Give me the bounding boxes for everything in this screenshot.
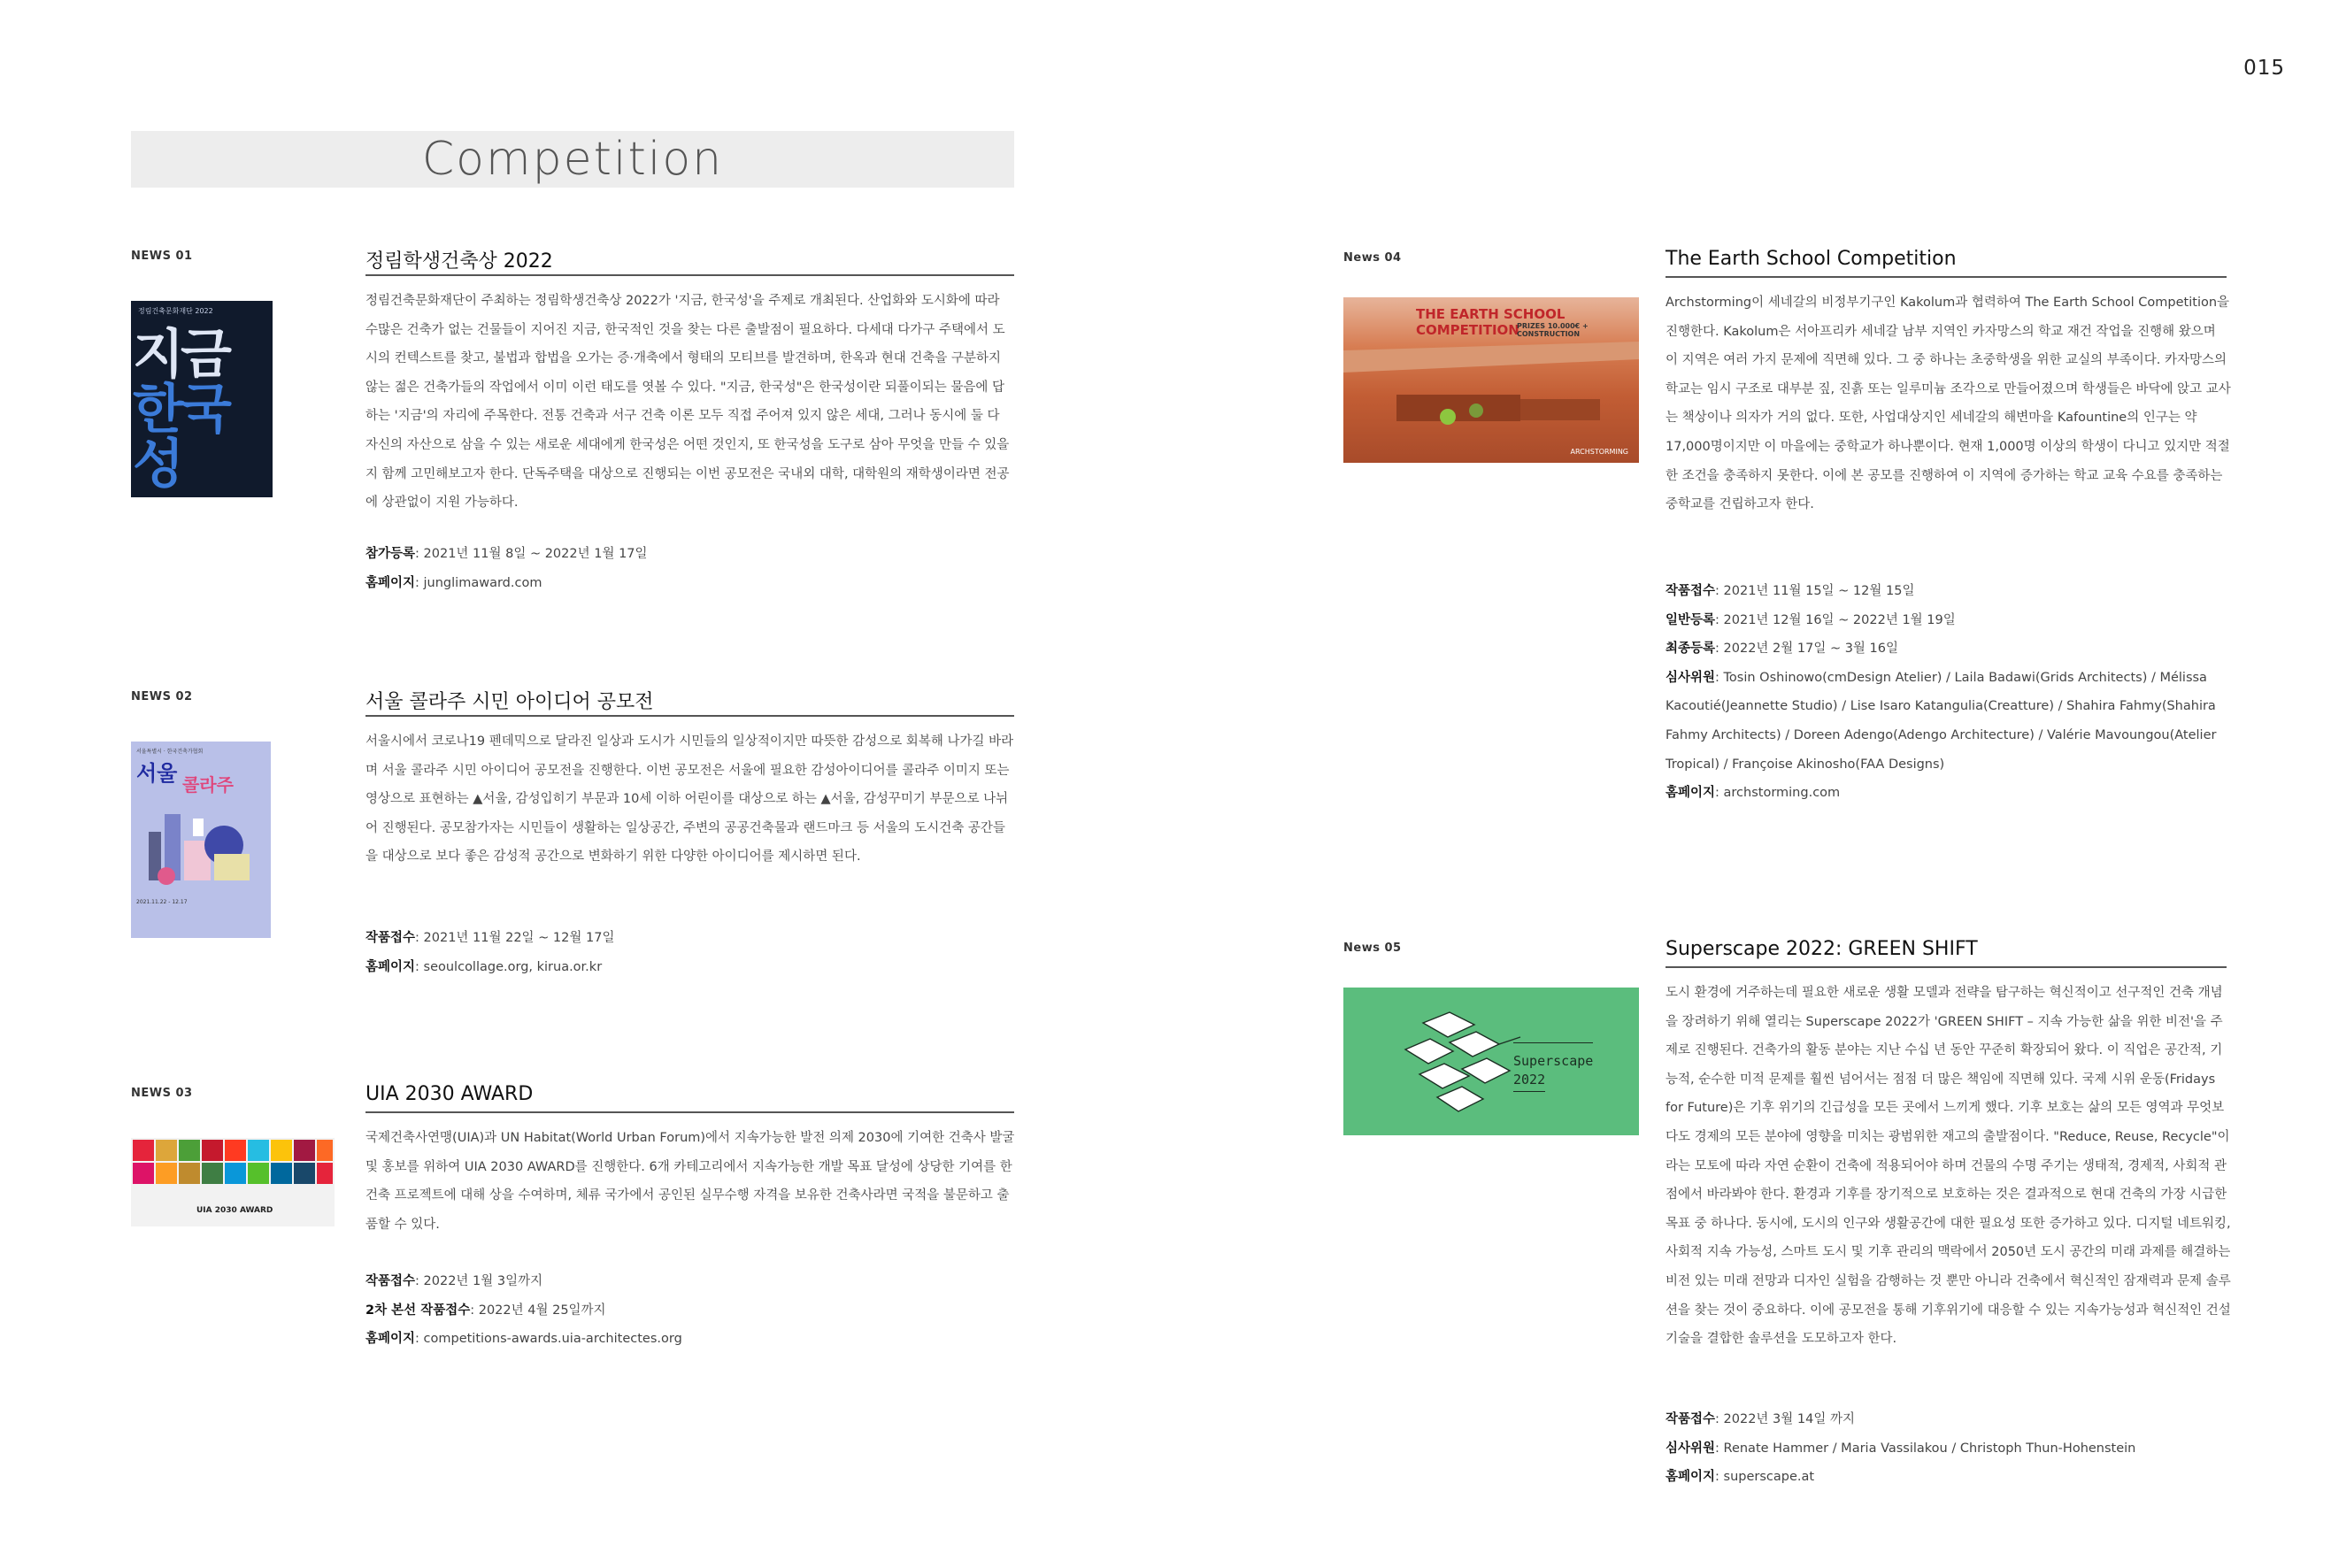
news-item-01 <box>131 250 1016 603</box>
competition-poster-image <box>131 742 271 938</box>
meta-row <box>365 569 648 598</box>
title-rule <box>365 715 1014 717</box>
meta-row <box>365 924 614 953</box>
meta-key: 최종등록 <box>1666 642 1716 657</box>
news-label: News 04 <box>1343 251 1402 265</box>
meta-key: 작품접수 <box>365 1274 416 1288</box>
news-label: News 05 <box>1343 942 1402 955</box>
image-headline: THE EARTH SCHOOL COMPETITION <box>1416 306 1566 338</box>
poster-glyph: 한국 <box>133 379 228 441</box>
meta-key: 홈페이지 <box>1666 1470 1716 1485</box>
news-item-04 <box>1343 248 2231 818</box>
news-body: Archstorming이 세네갈의 비정부기구인 Kakolum과 협력하여 The Earth School Competition을 진행한다. Kakolum은 서아프리카 세네갈 남부 지역인 카자망스의 학교 재건 작업을 진행해 왔으며 이 지역은 여러 가지 문제에 직면해 있다. 그 중 하나는 초중학생을 위한 교실의 부족이다. 카자망스의 학교는 임시 구조로 대부분 짚, 진흙 또는 일루미늄 조각으로 만들어졌으며 학생들은 바닥에 앉고 교사는 책상이나 의자가 거의 없다. 또한, 사업대상지인 세네갈의 해변마을 Kafountine의 인구는 약 17,000명이지만 이 마을에는 중학교가 하나뿐이다. 현재 1,000명 이상의 학생이 다니고 있지만 적절한 조건을 충족하지 못한다. 이에 본 공모를 진행하여 이 지역에 증가하는 학교 교육 수요를 충족하는 중학교를 건립하고자 한다. <box>1666 296 2231 512</box>
meta-key: 작품접수 <box>1666 1412 1716 1426</box>
meta-key: 작품접수 <box>1666 584 1716 598</box>
meta-key: 참가등록 <box>365 547 416 561</box>
meta-value: : 2021년 11월 22일 ~ 12월 17일 <box>415 931 615 945</box>
meta-key: 홈페이지 <box>365 1332 416 1347</box>
news-label: NEWS 01 <box>131 250 193 263</box>
image-credit: ARCHSTORMING <box>1570 448 1628 456</box>
news-title: 서울 콜라주 시민 아이디어 공모전 <box>365 691 654 713</box>
poster-title: 콜라주 <box>182 774 234 796</box>
meta-row <box>1666 664 2232 779</box>
meta-value: : 2021년 11월 15일 ~ 12월 15일 <box>1715 584 1915 598</box>
meta-value: : 2021년 12월 16일 ~ 2022년 1월 19일 <box>1715 612 1956 627</box>
news-meta <box>365 1267 682 1354</box>
uia-image-caption: UIA 2030 AWARD <box>196 1206 273 1215</box>
image-label: Superscape <box>1513 1042 1593 1073</box>
poster-header: 정림건축문화재단 2022 <box>138 307 213 315</box>
meta-value: : 2022년 4월 25일까지 <box>470 1303 606 1318</box>
meta-row <box>365 953 614 982</box>
news-body: 국제건축사연맹(UIA)과 UN Habitat(World Urban Forum)에서 지속가능한 발전 의제 2030에 기여한 건축사 발굴 및 홍보를 위하여 UIA 2030 AWARD를 진행한다. 6개 카테고리에서 지속가능한 개발 목표 달성에 상당한 기여를 한 건축 프로젝트에 대해 상을 수여하며, 체류 국가에서 공인된 실무수행 자격을 보유한 건축사라면 국적을 불문하고 출품할 수 있다. <box>365 1131 1015 1232</box>
meta-value: : Renate Hammer / Maria Vassilakou / Christoph Thun-Hohenstein <box>1715 1441 2136 1456</box>
meta-value: : 2022년 2월 17일 ~ 3월 16일 <box>1715 642 1899 657</box>
meta-key: 일반등록 <box>1666 612 1716 627</box>
meta-row <box>365 1325 682 1354</box>
meta-value: : seoulcollage.org, kirua.or.kr <box>415 959 603 974</box>
page-number: 015 <box>2243 57 2285 80</box>
news-meta <box>365 924 614 981</box>
meta-key: 작품접수 <box>365 931 416 945</box>
earth-school-image <box>1343 297 1639 463</box>
meta-value: : Tosin Oshinowo(cmDesign Atelier) / Laila Badawi(Grids Architects) / Mélissa Kacoutié(Jeannette Studio) / Lise Isaro Katangulia(Creatture) / Shahira Fahmy(Shahira Fahmy Architects) / Doreen Adengo(Adengo Architecture) / Valérie Mavoungou(Atelier Tropical) / Françoise Akinosho(FAA Designs) <box>1666 670 2217 772</box>
poster-glyph: 성 <box>133 434 181 496</box>
poster-footer: 2021.11.22 - 12.17 <box>136 899 188 905</box>
image-year: 2022 <box>1513 1072 1545 1092</box>
superscape-image <box>1343 988 1639 1135</box>
news-item-05 <box>1343 938 2231 1561</box>
meta-row <box>365 1267 682 1296</box>
sdg-icon-grid <box>131 1138 335 1200</box>
news-body: 도시 환경에 거주하는데 필요한 새로운 생활 모델과 전략을 탐구하는 혁신적이고 선구적인 건축 개념을 장려하기 위해 열리는 Superscape 2022가 'GREEN SHIFT – 지속 가능한 삶을 위한 비전'을 주제로 진행된다. 건축가의 활동 분야는 지난 수십 년 동안 꾸준히 확장되어 왔다. 이 직업은 공간적, 기능적, 순수한 미적 문제를 훨씬 넘어서는 점점 더 많은 책임에 직면해 있다. 국제 시위 운동(Fridays for Future)은 기후 위기의 긴급성을 모든 곳에서 느끼게 했다. 기후 보호는 삶의 모든 영역과 무엇보다도 경제의 모든 분야에 영향을 미치는 광범위한 재고의 출발점이다. "Reduce, Reuse, Recycle"이라는 모토에 따라 자연 순환이 건축에 적용되어야 하며 건물의 수명 주기는 생태적, 경제적, 사회적 관점에서 바라봐야 한다. 환경과 기후를 장기적으로 보호하는 것은 결과적으로 현대 건축의 가장 시급한 목표 중 하나다. 동시에, 도시의 인구와 생활공간에 대한 필요성 또한 증가하고 있다. 디지털 네트워킹, 사회적 지속 가능성, 스마트 도시 및 기후 관리의 맥락에서 2050년 도시 공간의 미래 과제를 해결하는 비전 있는 미래 전망과 디자인 실험을 감행하는 것 뿐만 아니라 건축에서 혁신적인 잠재력과 문제 솔루션을 찾는 것이 중요하다. 이에 공모전을 통해 기후위기에 대응할 수 있는 지속가능성과 혁신적인 건설 기술을 결합한 솔루션을 도모하고자 한다. <box>1666 986 2231 1347</box>
meta-row <box>1666 1434 2232 1464</box>
meta-row <box>1666 634 2232 664</box>
poster-lettering <box>133 324 228 496</box>
title-rule <box>1666 276 2227 278</box>
meta-row <box>1666 1463 2232 1492</box>
meta-row <box>1666 606 2232 635</box>
news-label: NEWS 02 <box>131 690 193 703</box>
news-label: NEWS 03 <box>131 1087 193 1100</box>
meta-row <box>1666 1405 2232 1434</box>
news-item-02 <box>131 690 1016 1018</box>
title-rule <box>365 274 1014 276</box>
meta-value: : superscape.at <box>1715 1470 1815 1485</box>
news-item-03 <box>131 1083 1016 1379</box>
meta-key: 2차 본선 작품접수 <box>365 1303 471 1318</box>
news-meta <box>1666 577 2232 808</box>
meta-key: 심사위원 <box>1666 670 1716 685</box>
meta-row <box>1666 577 2232 606</box>
news-title: The Earth School Competition <box>1666 248 1957 270</box>
news-body: 정림건축문화재단이 주최하는 정림학생건축상 2022가 '지금, 한국성'을 주제로 개최된다. 산업화와 도시화에 따라 수많은 건축가 없는 건물들이 지어진 지금, 한국적인 것을 찾는 다른 출발점이 필요하다. 다세대 다가구 주택에서 도시의 컨텍스트를 찾고, 불법과 합법을 오가는 증·개축에서 형태의 모티브를 발견하며, 한옥과 현대 건축을 구분하지 않는 젊은 건축가들의 작업에서 이미 이런 태도를 엿볼 수 있다. "지금, 한국성"은 한국성이란 되풀이되는 물음에 답하는 '지금'의 자리에 주목한다. 전통 건축과 서구 건축 이론 모두 직접 주어져 있지 않은 세대, 그러나 동시에 둘 다 자신의 자산으로 삼을 수 있는 새로운 세대에게 한국성은 어떤 것인지, 또 한국성을 도구로 삼아 무엇을 만들 수 있을지 함께 고민해보고자 한다. 단독주택을 대상으로 진행되는 이번 공모전은 국내외 대학, 대학원의 재학생이라면 전공에 상관없이 지원 가능하다. <box>365 294 1010 511</box>
competition-poster-image <box>131 301 273 497</box>
news-title: Superscape 2022: GREEN SHIFT <box>1666 938 1978 960</box>
meta-value: : junglimaward.com <box>415 575 542 590</box>
collage-illustration <box>140 805 260 889</box>
meta-key: 홈페이지 <box>1666 786 1716 801</box>
news-meta <box>365 540 648 597</box>
meta-value: : 2022년 3월 14일 까지 <box>1715 1412 1855 1426</box>
meta-row <box>1666 779 2232 808</box>
news-title: UIA 2030 AWARD <box>365 1083 534 1105</box>
meta-row <box>365 540 648 569</box>
meta-value: : 2022년 1월 3일까지 <box>415 1274 543 1288</box>
meta-key: 홈페이지 <box>365 959 416 974</box>
meta-value: : 2021년 11월 8일 ~ 2022년 1월 17일 <box>415 547 648 561</box>
section-title: Competition <box>131 131 1014 188</box>
meta-row <box>365 1296 682 1326</box>
meta-key: 홈페이지 <box>365 575 416 590</box>
meta-value: : archstorming.com <box>1715 786 1841 801</box>
uia-award-image <box>131 1138 335 1226</box>
meta-value: : competitions-awards.uia-architectes.org <box>415 1332 682 1347</box>
poster-title: 서울 <box>136 761 178 786</box>
news-title: 정림학생건축상 2022 <box>365 250 553 273</box>
title-rule <box>1666 966 2227 968</box>
news-body: 서울시에서 코로나19 펜데믹으로 달라진 일상과 도시가 시민들의 일상적이지만 따뜻한 감성으로 회복해 나가길 바라며 서울 콜라주 시민 아이디어 공모전을 진행한다. 이번 공모전은 서울에 필요한 감성아이디어를 콜라주 이미지 또는 영상으로 표현하는 ▲서울, 감성입히기 부문과 10세 이하 어린이를 대상으로 하는 ▲서울, 감성꾸미기 부문으로 나뉘어 진행된다. 공모참가자는 시민들이 생활하는 일상공간, 주변의 공공건축물과 랜드마크 등 서울의 도시건축 공간들을 대상으로 보다 좋은 감성적 공간으로 변화하기 위한 다양한 아이디어를 제시하면 된다. <box>365 734 1014 865</box>
poster-header: 서울특별시 · 한국건축가협회 <box>136 749 204 755</box>
poster-glyph: 지금 <box>133 324 228 386</box>
news-meta <box>1666 1405 2232 1492</box>
meta-key: 심사위원 <box>1666 1441 1716 1456</box>
title-rule <box>365 1111 1014 1113</box>
image-subheadline: PRIZES 10.000€ + CONSTRUCTION <box>1517 322 1589 338</box>
